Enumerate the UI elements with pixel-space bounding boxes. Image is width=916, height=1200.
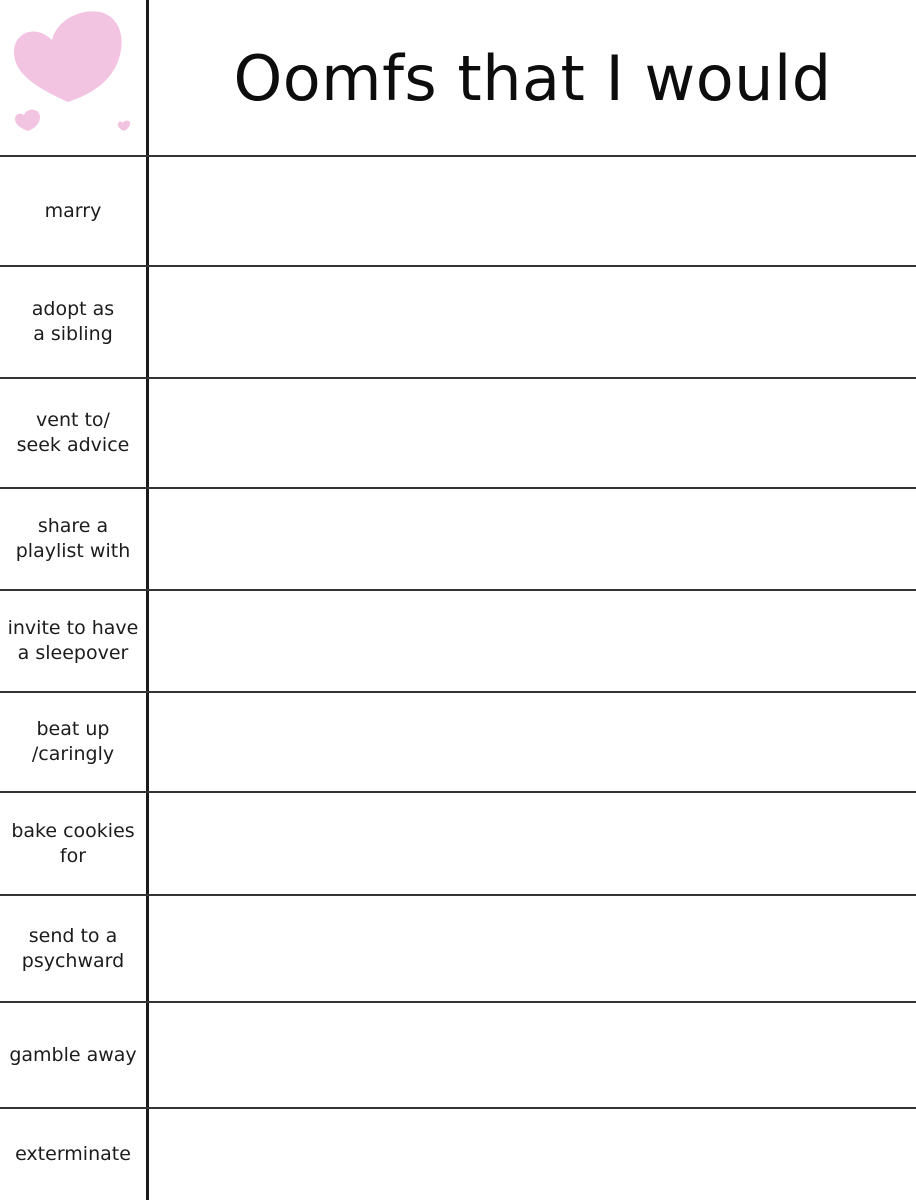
answer-cell[interactable] [149,1002,916,1108]
header-corner [0,0,146,156]
row-label: beat up /caringly [31,718,115,765]
row-label: bake cookies for [11,819,135,867]
row-label: exterminate [15,1142,131,1165]
row-label: marry [44,199,102,222]
small-heart-icon [15,110,40,131]
row-label: invite to have a sleepover [7,617,139,664]
answer-cell[interactable] [149,488,916,590]
answer-cell[interactable] [149,895,916,1002]
answer-cell[interactable] [149,1108,916,1200]
page-title: Oomfs that I would [233,41,832,115]
answer-cell[interactable] [149,266,916,378]
row-label: vent to/ seek advice [16,409,130,456]
large-heart-icon [14,11,122,102]
row-label: share a playlist with [15,515,131,562]
hearts-decoration [0,0,146,156]
header-row [0,0,916,156]
row-label: send to a psychward [21,924,125,972]
answer-cell[interactable] [149,792,916,895]
answer-cell[interactable] [149,590,916,692]
answer-cell[interactable] [149,156,916,266]
row-label: adopt as a sibling [31,298,115,345]
answer-cell[interactable] [149,378,916,488]
answer-cell[interactable] [149,692,916,792]
tiny-heart-icon [118,121,130,131]
row-label: gamble away [9,1043,137,1066]
